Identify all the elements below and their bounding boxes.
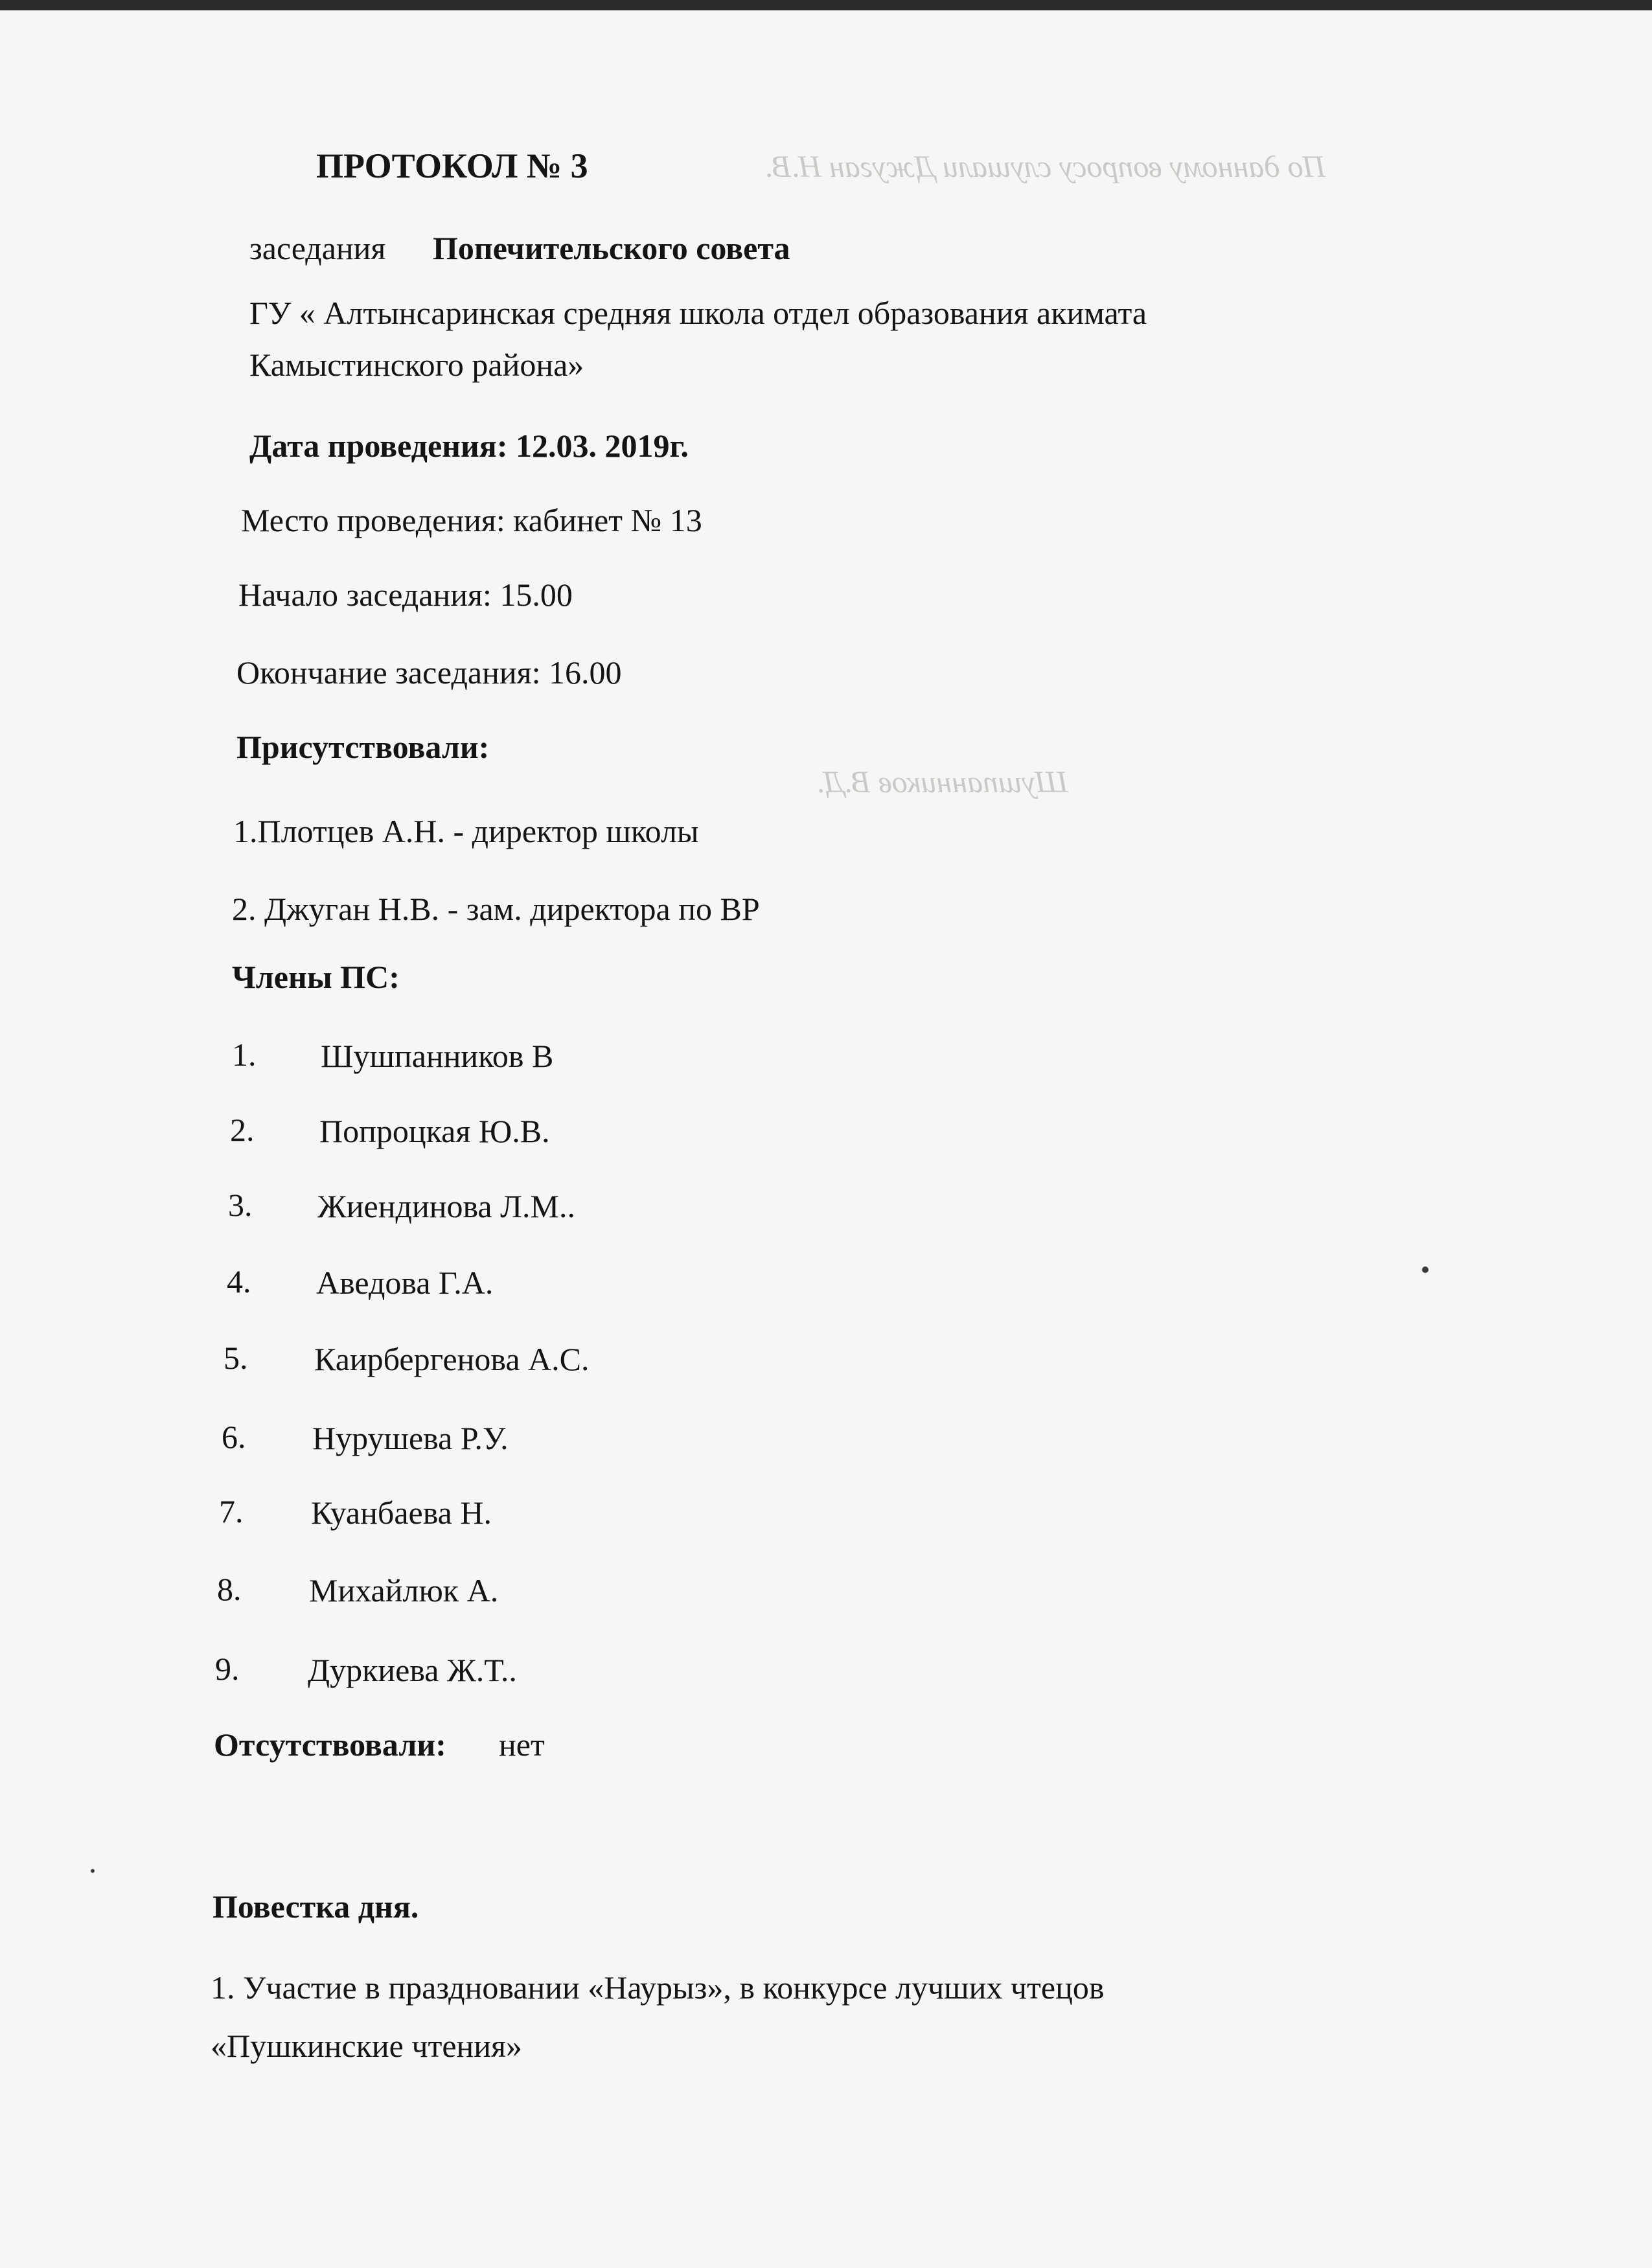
present-heading: Присутствовали: — [236, 729, 490, 765]
bleed-through-text: По данному вопросу слушали Джуган Н.В. — [764, 150, 1326, 184]
member-name: Дуркиева Ж.Т.. — [308, 1652, 517, 1688]
member-name: Куанбаева Н. — [311, 1495, 492, 1531]
document-title: ПРОТОКОЛ № 3 — [316, 146, 588, 185]
member-name: Жиендинова Л.М.. — [317, 1188, 575, 1224]
organization-line-1: ГУ « Алтынсаринская средняя школа отдел образования акимата — [249, 295, 1147, 331]
agenda-heading: Повестка дня. — [212, 1888, 419, 1925]
meeting-end: Окончание заседания: 16.00 — [236, 654, 622, 691]
member-name: Аведова Г.А. — [316, 1265, 494, 1301]
meeting-body: Попечительского совета — [433, 230, 790, 266]
member-number: 4. — [227, 1263, 251, 1300]
present-item: 2. Джуган Н.В. - зам. директора по ВР — [232, 891, 760, 927]
meeting-prefix: заседания — [249, 230, 386, 266]
meeting-start: Начало заседания: 15.00 — [238, 577, 573, 613]
member-name: Нурушева Р.У. — [312, 1420, 509, 1456]
member-name: Каирбергенова А.С. — [314, 1341, 590, 1377]
members-heading: Члены ПС: — [232, 959, 400, 995]
scan-top-edge — [0, 0, 1652, 10]
member-number: 8. — [217, 1571, 242, 1607]
scan-speck — [91, 1869, 95, 1873]
meeting-place: Место проведения: кабинет № 13 — [241, 502, 702, 538]
scan-speck — [1422, 1266, 1428, 1273]
member-name: Попроцкая Ю.В. — [319, 1113, 550, 1149]
member-number: 5. — [224, 1340, 248, 1376]
member-number: 3. — [228, 1187, 253, 1223]
member-name: Шушпанников В — [321, 1038, 554, 1074]
member-number: 6. — [222, 1419, 246, 1455]
bleed-through-text: Шушпанников В.Д. — [816, 765, 1068, 799]
absent-label: Отсутствовали: — [214, 1726, 446, 1763]
present-item: 1.Плотцев А.Н. - директор школы — [233, 813, 699, 849]
member-name: Михайлюк А. — [309, 1572, 499, 1609]
member-number: 1. — [232, 1037, 257, 1073]
member-number: 7. — [219, 1493, 244, 1529]
organization-line-2: Камыстинского района» — [249, 347, 584, 383]
agenda-item-line-1: 1. Участие в праздновании «Наурыз», в конкурсе лучших чтецов — [211, 1969, 1105, 2006]
absent-value: нет — [499, 1726, 545, 1763]
member-number: 2. — [230, 1112, 255, 1148]
agenda-item-line-2: «Пушкинские чтения» — [211, 2028, 523, 2064]
meeting-date: Дата проведения: 12.03. 2019г. — [249, 428, 689, 464]
member-number: 9. — [215, 1651, 240, 1687]
